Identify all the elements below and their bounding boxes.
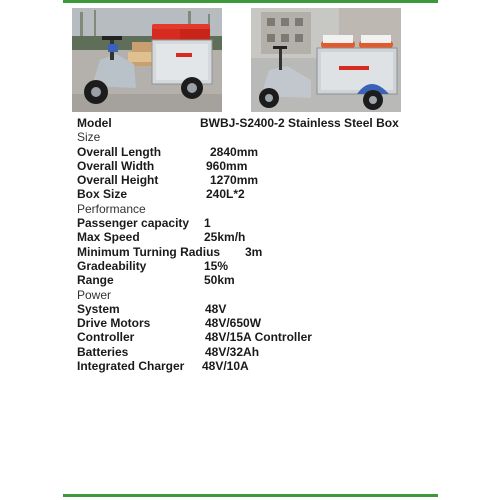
spec-section-heading bbox=[77, 288, 437, 302]
spec-value: 50km bbox=[204, 273, 235, 288]
spec-value: 48V/650W bbox=[205, 316, 262, 331]
spec-row bbox=[77, 145, 437, 159]
spec-label: System bbox=[77, 301, 120, 316]
spec-label: Integrated Charger bbox=[77, 359, 185, 374]
spec-row bbox=[77, 116, 437, 130]
spec-value: 48V/32Ah bbox=[205, 344, 260, 359]
spec-value: 15% bbox=[204, 258, 229, 273]
vehicle-photo-left bbox=[72, 8, 222, 112]
spec-label: Box Size bbox=[77, 187, 128, 202]
spec-label: Max Speed bbox=[77, 230, 140, 245]
spec-section-heading bbox=[77, 130, 437, 144]
spec-row bbox=[77, 245, 437, 259]
spec-row bbox=[77, 230, 437, 244]
spec-label: Overall Height bbox=[77, 173, 159, 188]
spec-section-label: Power bbox=[77, 287, 112, 302]
vehicle-photo-right bbox=[251, 8, 401, 112]
spec-label: Batteries bbox=[77, 344, 129, 359]
spec-section-heading bbox=[77, 202, 437, 216]
spec-row bbox=[77, 359, 437, 373]
spec-value: 1270mm bbox=[210, 173, 259, 188]
spec-value: 1 bbox=[204, 216, 211, 231]
spec-table bbox=[77, 116, 437, 373]
spec-label: Minimum Turning Radius bbox=[77, 244, 221, 259]
spec-label: Drive Motors bbox=[77, 316, 151, 331]
spec-label: Controller bbox=[77, 330, 135, 345]
spec-row bbox=[77, 345, 437, 359]
top-green-rule bbox=[63, 0, 438, 3]
spec-value: 25km/h bbox=[204, 230, 246, 245]
bottom-green-rule bbox=[63, 494, 438, 497]
spec-row bbox=[77, 330, 437, 344]
spec-row bbox=[77, 173, 437, 187]
spec-value: 48V/10A bbox=[202, 359, 249, 374]
spec-row bbox=[77, 316, 437, 330]
spec-row bbox=[77, 187, 437, 201]
spec-value: 48V/15A Controller bbox=[205, 330, 312, 345]
spec-value: BWBJ-S2400-2 Stainless Steel Box bbox=[200, 116, 399, 130]
spec-section-label: Performance bbox=[77, 201, 146, 216]
spec-row bbox=[77, 259, 437, 273]
spec-row bbox=[77, 302, 437, 316]
spec-label: Overall Length bbox=[77, 144, 162, 159]
spec-label: Range bbox=[77, 273, 114, 288]
spec-value: 240L*2 bbox=[206, 187, 245, 202]
spec-value: 3m bbox=[245, 244, 263, 259]
spec-label: Passenger capacity bbox=[77, 216, 190, 231]
spec-value: 48V bbox=[205, 301, 227, 316]
spec-row bbox=[77, 159, 437, 173]
spec-label: Model bbox=[77, 116, 112, 130]
spec-section-label: Size bbox=[77, 130, 101, 145]
spec-value: 960mm bbox=[206, 158, 248, 173]
spec-row bbox=[77, 216, 437, 230]
spec-row bbox=[77, 273, 437, 287]
spec-label: Overall Width bbox=[77, 158, 155, 173]
spec-label: Gradeability bbox=[77, 258, 147, 273]
spec-value: 2840mm bbox=[210, 144, 259, 159]
